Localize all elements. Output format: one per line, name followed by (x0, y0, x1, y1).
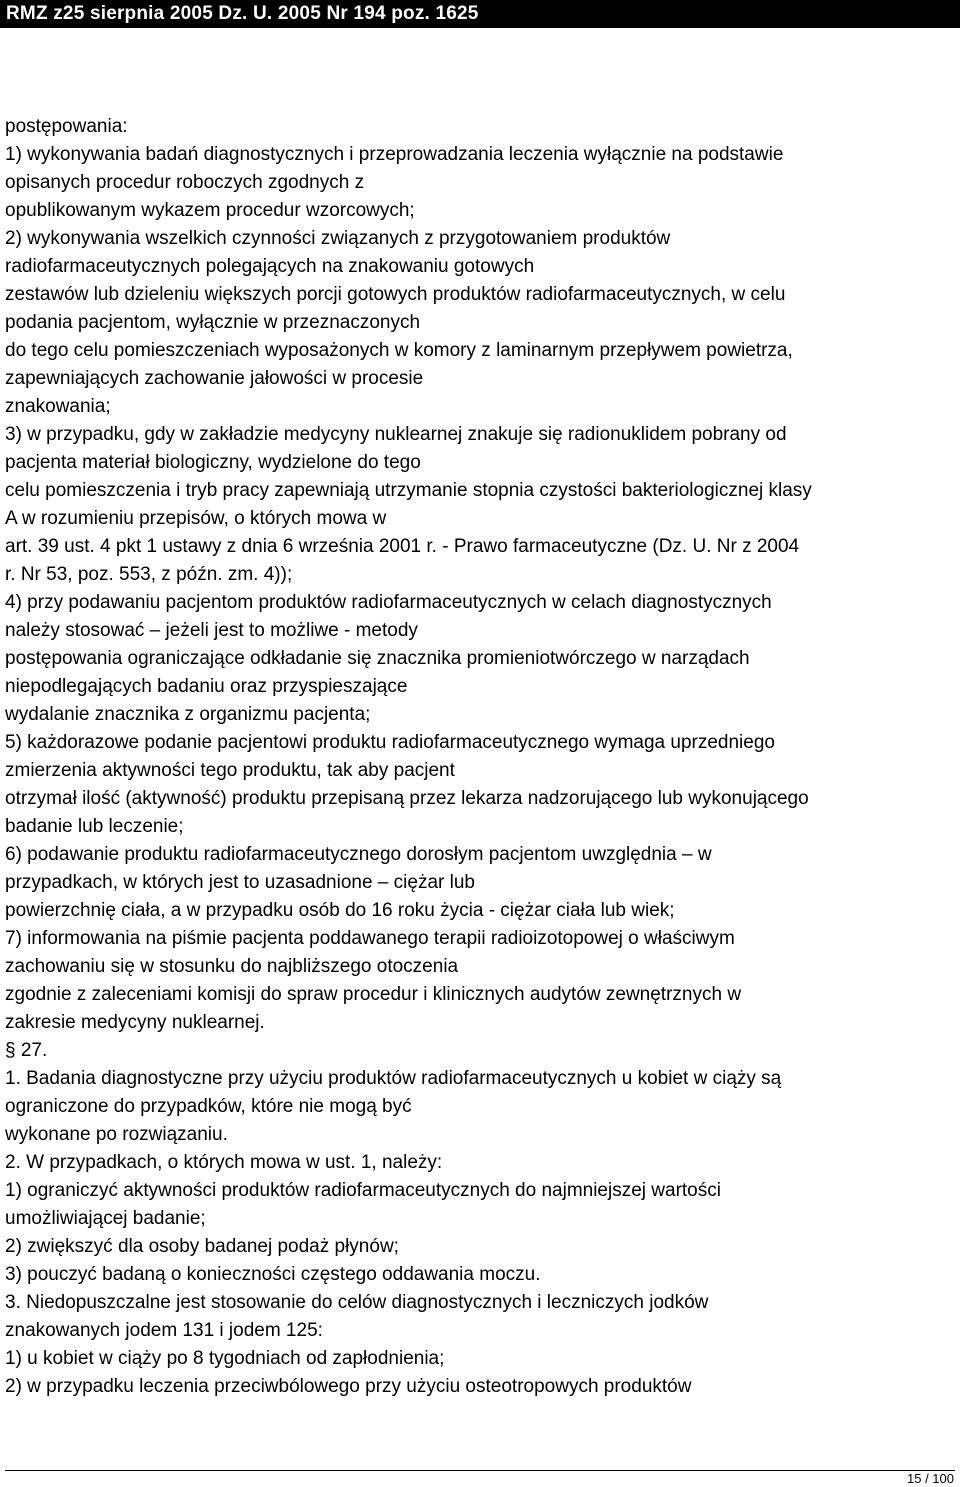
body-line: 4) przy podawaniu pacjentom produktów radiofarmaceutycznych w celach diagnostycznych (5, 592, 772, 613)
body-line: zmierzenia aktywności tego produktu, tak aby pacjent (5, 760, 455, 781)
body-line: 5) każdorazowe podanie pacjentowi produktu radiofarmaceutycznego wymaga uprzedniego (5, 732, 775, 753)
document-body (5, 113, 955, 1401)
body-line: 2) wykonywania wszelkich czynności związanych z przygotowaniem produktów (5, 228, 671, 249)
header-bar (0, 0, 960, 28)
body-line: ograniczone do przypadków, które nie mogą być (5, 1096, 412, 1117)
body-line: 2. W przypadkach, o których mowa w ust. 1, należy: (5, 1152, 443, 1173)
body-line: niepodlegających badaniu oraz przyspieszające (5, 676, 408, 697)
body-line: przypadkach, w których jest to uzasadnione – ciężar lub (5, 872, 475, 893)
body-line: 3) pouczyć badaną o konieczności częstego oddawania moczu. (5, 1264, 541, 1285)
body-line: 1) ograniczyć aktywności produktów radiofarmaceutycznych do najmniejszej wartości (5, 1180, 721, 1201)
body-line: 1) wykonywania badań diagnostycznych i przeprowadzania leczenia wyłącznie na podstawie (5, 144, 784, 165)
body-line: 1) u kobiet w ciąży po 8 tygodniach od zapłodnienia; (5, 1348, 445, 1369)
body-line: zachowaniu się w stosunku do najbliższego otoczenia (5, 956, 459, 977)
section-heading: § 27. (5, 1040, 48, 1061)
body-line: umożliwiającej badanie; (5, 1208, 206, 1229)
body-line: badanie lub leczenie; (5, 816, 184, 837)
body-line: zakresie medycyny nuklearnej. (5, 1012, 265, 1033)
body-line: znakowania; (5, 396, 111, 417)
body-line: 3. Niedopuszczalne jest stosowanie do celów diagnostycznych i leczniczych jodków (5, 1292, 709, 1313)
body-line: zapewniających zachowanie jałowości w procesie (5, 368, 424, 389)
body-line: celu pomieszczenia i tryb pracy zapewniają utrzymanie stopnia czystości bakteriologicznej klasy (5, 480, 812, 501)
body-line: zestawów lub dzieleniu większych porcji gotowych produktów radiofarmaceutycznych, w celu (5, 284, 786, 305)
body-line: otrzymał ilość (aktywność) produktu przepisaną przez lekarza nadzorującego lub wykonującego (5, 788, 809, 809)
body-line: podania pacjentom, wyłącznie w przeznaczonych (5, 312, 421, 333)
document-title: RMZ z25 sierpnia 2005 Dz. U. 2005 Nr 194 poz. 1625 (6, 3, 479, 24)
footer-divider (5, 1470, 955, 1471)
body-line: znakowanych jodem 131 i jodem 125: (5, 1320, 323, 1341)
body-line: 7) informowania na piśmie pacjenta poddawanego terapii radioizotopowej o właściwym (5, 928, 735, 949)
body-line: opisanych procedur roboczych zgodnych z (5, 172, 365, 193)
body-line: A w rozumieniu przepisów, o których mowa w (5, 508, 387, 529)
body-line: postępowania: (5, 116, 128, 137)
body-line: zgodnie z zaleceniami komisji do spraw procedur i klinicznych audytów zewnętrznych w (5, 984, 742, 1005)
body-line: wykonane po rozwiązaniu. (5, 1124, 228, 1145)
body-line: art. 39 ust. 4 pkt 1 ustawy z dnia 6 września 2001 r. - Prawo farmaceutyczne (Dz. U. Nr z 2004 (5, 536, 800, 557)
body-line: radiofarmaceutycznych polegających na znakowaniu gotowych (5, 256, 535, 277)
body-line: 3) w przypadku, gdy w zakładzie medycyny nuklearnej znakuje się radionuklidem pobrany od (5, 424, 787, 445)
body-line: 1. Badania diagnostyczne przy użyciu produktów radiofarmaceutycznych u kobiet w ciąży są (5, 1068, 782, 1089)
body-line: do tego celu pomieszczeniach wyposażonych w komory z laminarnym przepływem powietrza, (5, 340, 793, 361)
body-line: wydalanie znacznika z organizmu pacjenta; (5, 704, 371, 725)
body-line: 2) w przypadku leczenia przeciwbólowego przy użyciu osteotropowych produktów (5, 1376, 692, 1397)
body-line: powierzchnię ciała, a w przypadku osób do 16 roku życia - ciężar ciała lub wiek; (5, 900, 675, 921)
page-number: 15 / 100 (907, 1471, 954, 1486)
body-line: 2) zwiększyć dla osoby badanej podaż płynów; (5, 1236, 399, 1257)
body-line: pacjenta materiał biologiczny, wydzielone do tego (5, 452, 421, 473)
body-line: należy stosować – jeżeli jest to możliwe - metody (5, 620, 418, 641)
body-line: opublikowanym wykazem procedur wzorcowych; (5, 200, 415, 221)
body-line: r. Nr 53, poz. 553, z późn. zm. 4)); (5, 564, 293, 585)
body-line: postępowania ograniczające odkładanie się znacznika promieniotwórczego w narządach (5, 648, 750, 669)
body-line: 6) podawanie produktu radiofarmaceutycznego dorosłym pacjentom uwzględnia – w (5, 844, 712, 865)
